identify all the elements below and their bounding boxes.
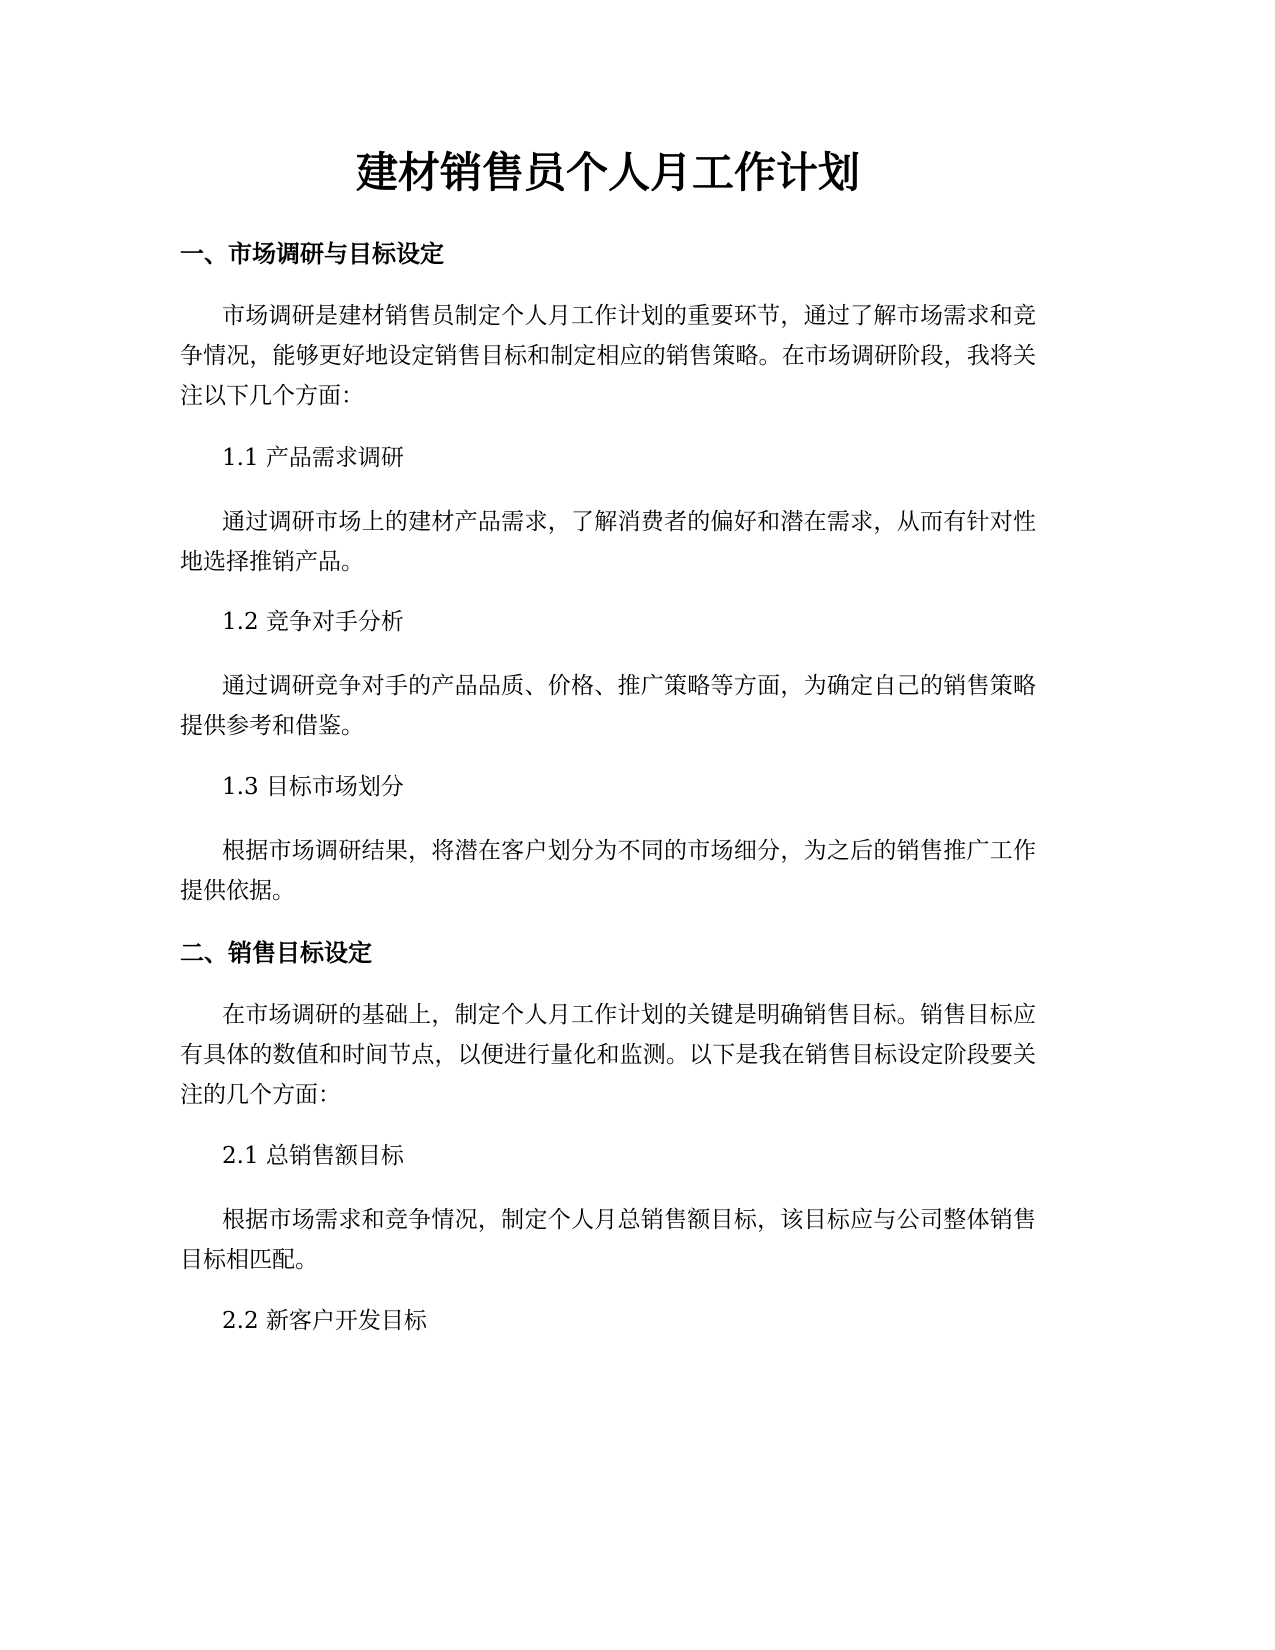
- section-1-intro: 市场调研是建材销售员制定个人月工作计划的重要环节，通过了解市场需求和竞争情况，能够更好地设定销售目标和制定相应的销售策略。在市场调研阶段，我将关注以下几个方面：: [180, 303, 1036, 409]
- section-heading-1: 一、市场调研与目标设定: [180, 240, 444, 268]
- subsection-heading-1-2: 1.2 竞争对手分析: [222, 609, 404, 635]
- section-heading-2: 二、销售目标设定: [180, 939, 372, 967]
- subsection-heading-2-1: 2.1 总销售额目标: [222, 1143, 404, 1169]
- subsection-heading-1-1: 1.1 产品需求调研: [222, 445, 404, 471]
- subsection-body-1-2: 通过调研竞争对手的产品品质、价格、推广策略等方面，为确定自己的销售策略提供参考和借鉴。: [180, 673, 1036, 739]
- subsection-heading-2-2: 2.2 新客户开发目标: [222, 1308, 427, 1334]
- section-2-intro: 在市场调研的基础上，制定个人月工作计划的关键是明确销售目标。销售目标应有具体的数值和时间节点，以便进行量化和监测。以下是我在销售目标设定阶段要关注的几个方面：: [180, 1002, 1036, 1108]
- subsection-heading-1-3: 1.3 目标市场划分: [222, 774, 404, 800]
- document-title: 建材销售员个人月工作计划: [355, 148, 860, 197]
- subsection-body-2-1: 根据市场需求和竞争情况，制定个人月总销售额目标，该目标应与公司整体销售目标相匹配。: [180, 1207, 1036, 1273]
- subsection-body-1-1: 通过调研市场上的建材产品需求，了解消费者的偏好和潜在需求，从而有针对性地选择推销产品。: [180, 509, 1036, 575]
- subsection-body-1-3: 根据市场调研结果，将潜在客户划分为不同的市场细分，为之后的销售推广工作提供依据。: [180, 838, 1036, 904]
